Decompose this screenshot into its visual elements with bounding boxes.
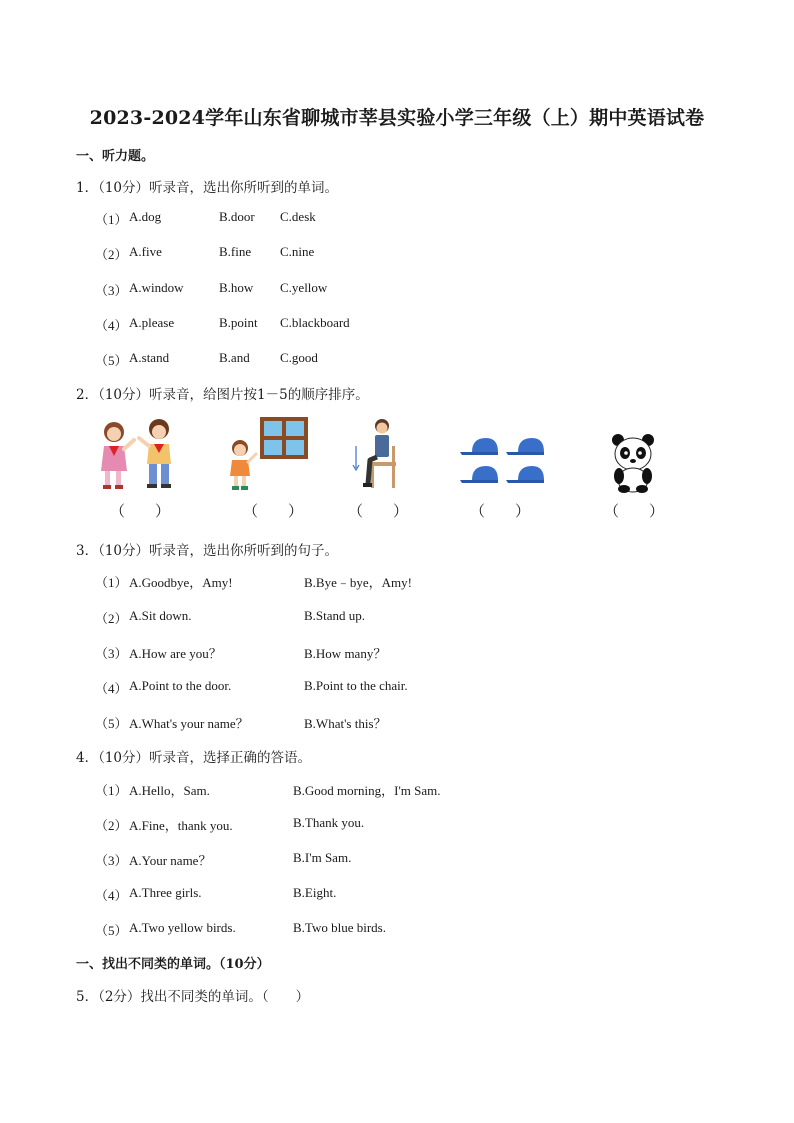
- blue-cap: [460, 438, 498, 455]
- option-a: A.What's your name？: [129, 716, 249, 731]
- option-number: （4）: [95, 318, 128, 333]
- option-a: A.dog: [129, 209, 162, 224]
- option-a: A.stand: [129, 350, 170, 365]
- boy-shirt: [375, 435, 389, 457]
- option-c: C.nine: [280, 244, 315, 259]
- option-b: B.I'm Sam.: [293, 850, 352, 865]
- option-a: A.Fine，thank you.: [129, 818, 233, 833]
- page-title: 2023-2024学年山东省聊城市莘县实验小学三年级（上）期中英语试卷: [89, 107, 705, 129]
- question-1-stem: 1．（10分）听录音，选出你所听到的单词。: [76, 180, 339, 196]
- option-b: B.door: [219, 209, 255, 224]
- boy-sitting-down-picture: [350, 416, 400, 492]
- option-c: C.desk: [280, 209, 316, 224]
- option-number: （1）: [95, 212, 128, 227]
- blue-cap: [506, 438, 544, 455]
- option-c: C.good: [280, 350, 318, 365]
- option-a: A.Two yellow birds.: [129, 920, 236, 935]
- option-a: A.Sit down.: [129, 608, 192, 623]
- answer-blank-5[interactable]: （ ）: [604, 502, 665, 520]
- option-b: B.point: [219, 315, 258, 330]
- option-b: B.What's this？: [304, 716, 387, 731]
- option-number: （4）: [95, 888, 128, 903]
- option-number: （5）: [95, 716, 128, 731]
- option-b: B.Two blue birds.: [293, 920, 386, 935]
- option-b: B.how: [219, 280, 254, 295]
- option-number: （3）: [95, 646, 128, 661]
- question-2-stem: 2．（10分）听录音，给图片按1－5的顺序排序。: [76, 387, 369, 403]
- two-girls-waving-picture: [94, 416, 184, 492]
- answer-blank-1[interactable]: （ ）: [110, 502, 171, 520]
- option-number: （2）: [95, 247, 128, 262]
- question-5-stem: 5．（2分）找出不同类的单词。（ ）: [76, 989, 310, 1005]
- option-number: （3）: [95, 283, 128, 298]
- section-heading-odd-one-out: 一、找出不同类的单词。（10分）: [76, 957, 270, 972]
- option-a: A.Three girls.: [129, 885, 202, 900]
- option-a: A.five: [129, 244, 162, 259]
- option-b: B.Good morning，I'm Sam.: [293, 783, 441, 798]
- option-b: B.Point to the chair.: [304, 678, 408, 693]
- option-b: B.Eight.: [293, 885, 337, 900]
- four-blue-caps-picture: [458, 434, 550, 490]
- option-number: （3）: [95, 853, 128, 868]
- option-number: （5）: [95, 353, 128, 368]
- girl-face: [107, 427, 121, 441]
- blue-cap: [506, 466, 544, 483]
- section-heading-listening: 一、听力题。: [76, 149, 155, 164]
- option-a: A.Point to the door.: [129, 678, 232, 693]
- option-b: B.fine: [219, 244, 252, 259]
- option-a: A.Hello，Sam.: [129, 783, 210, 798]
- option-c: C.yellow: [280, 280, 328, 295]
- option-a: A.How are you？: [129, 646, 222, 661]
- panda-picture: [608, 432, 658, 494]
- option-b: B.and: [219, 350, 250, 365]
- question-3-stem: 3．（10分）听录音，选出你所听到的句子。: [76, 543, 339, 559]
- option-number: （4）: [95, 681, 128, 696]
- blue-cap: [460, 466, 498, 483]
- option-b: B.Stand up.: [304, 608, 366, 623]
- option-number: （2）: [95, 818, 128, 833]
- option-a: A.window: [129, 280, 184, 295]
- answer-blank-3[interactable]: （ ）: [348, 502, 409, 520]
- answer-blank-4[interactable]: （ ）: [470, 502, 531, 520]
- question-4-stem: 4．（10分）听录音，选择正确的答语。: [76, 750, 312, 766]
- option-b: B.How many？: [304, 646, 387, 661]
- answer-blank-2[interactable]: （ ）: [243, 502, 304, 520]
- option-b: B.Thank you.: [293, 815, 365, 830]
- girl-face: [152, 425, 166, 439]
- girl-and-window-picture: [226, 414, 312, 494]
- option-a: A.Goodbye，Amy!: [129, 575, 233, 590]
- option-a: A.Your name？: [129, 853, 212, 868]
- option-number: （1）: [95, 783, 128, 798]
- option-number: （1）: [95, 575, 128, 590]
- option-number: （2）: [95, 611, 128, 626]
- option-number: （5）: [95, 923, 128, 938]
- option-a: A.please: [129, 315, 175, 330]
- option-b: B.Bye﹣bye，Amy!: [304, 575, 412, 590]
- option-c: C.blackboard: [280, 315, 350, 330]
